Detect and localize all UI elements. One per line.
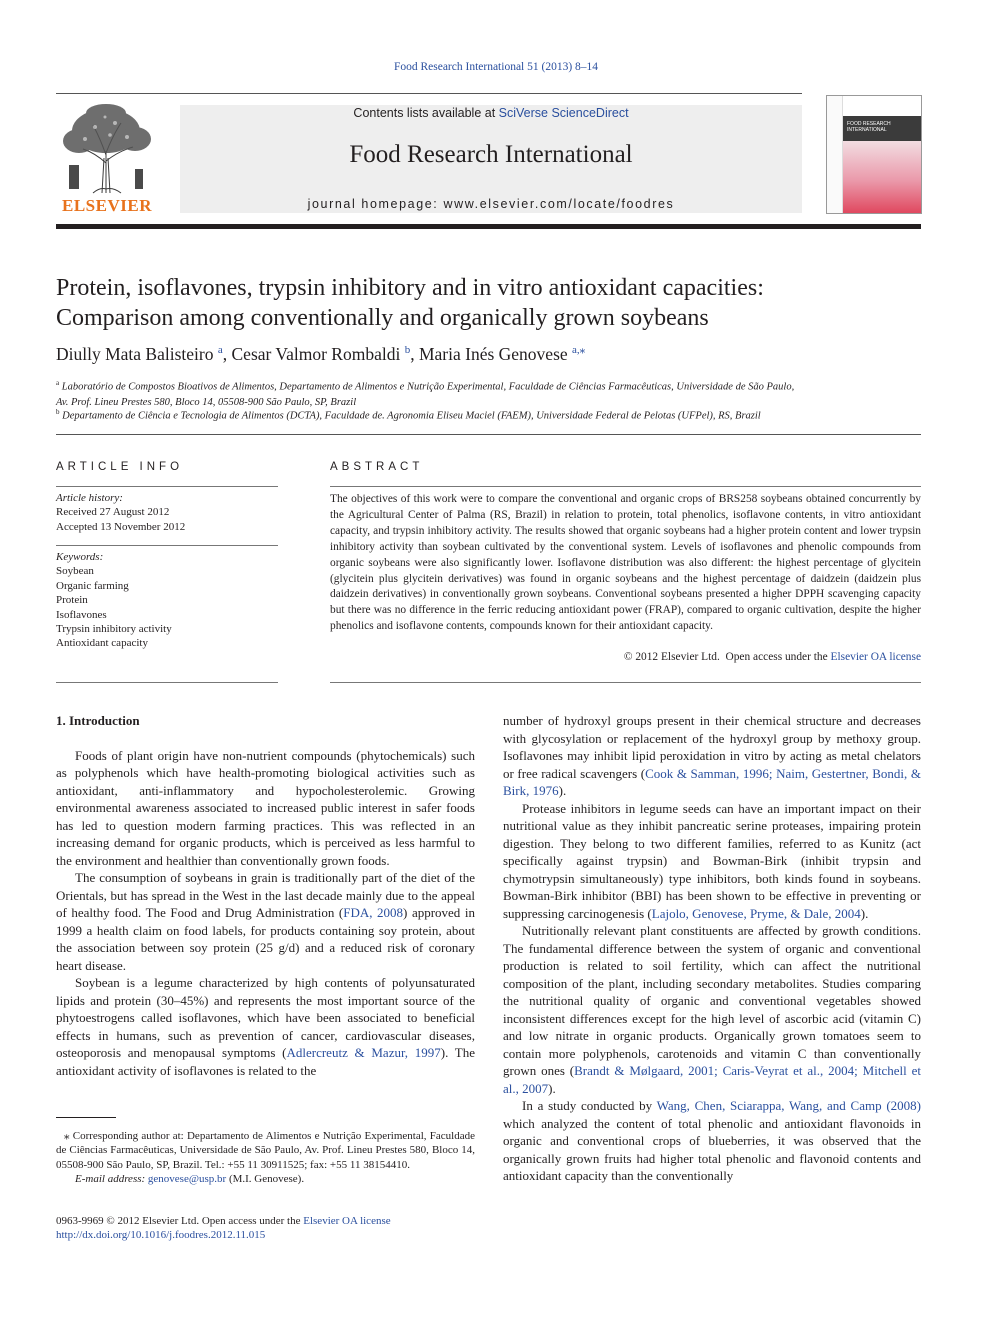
- article-title-line2: Comparison among conventionally and organically grown soybeans: [56, 305, 709, 331]
- article-history: [56, 491, 278, 534]
- bottom-metadata: [56, 1214, 475, 1243]
- affiliation-b-text: Departamento de Ciência e Tecnologia de Alimentos (DCTA), Faculdade de. Agronomia Eliseu Maciel (FAEM), Universidade Federal de Pelotas (UFPel), RS, Brazil: [62, 410, 761, 422]
- journal-citation[interactable]: Food Research International 51 (2013) 8–14: [393, 61, 599, 73]
- keyword-item: Soybean: [56, 565, 94, 578]
- body-column-left: [56, 712, 475, 1079]
- contents-availability: [180, 106, 802, 120]
- body-text: ) approved in 1999 a health claim on food labels, for products containing soy protein, about the association between soy protein (25 g/d) and a reduced risk of coronary heart disease.: [56, 905, 475, 973]
- author-affil-mark[interactable]: a,⁎: [572, 344, 586, 356]
- article-info-heading: ARTICLE INFO: [56, 461, 184, 473]
- citation-link[interactable]: Lajolo, Genovese, Pryme, & Dale, 2004: [651, 905, 861, 921]
- footnote-email-line: [56, 1172, 475, 1186]
- open-access-text: Open access under the: [725, 651, 828, 663]
- keyword-item: Trypsin inhibitory activity: [56, 623, 172, 636]
- keyword-item: Isoflavones: [56, 608, 107, 621]
- accepted-date: Accepted 13 November 2012: [56, 520, 186, 533]
- journal-homepage[interactable]: journal homepage: www.elsevier.com/locate/foodres: [307, 197, 675, 211]
- citation-link[interactable]: Wang, Chen, Sciarappa, Wang, and Camp (2008): [656, 1098, 921, 1113]
- body-paragraph: [503, 922, 921, 1097]
- body-paragraph: Foods of plant origin have non-nutrient compounds (phytochemicals) such as polyphenols which have health-promoting biological activities such as antioxidant, anti-inflammatory and hypocholesterolemic. Growing environmental awareness associated to increased public interest in safer foods has led to question modern farming practices. This was reflected in an increasing demand for organic products, which is perceived as less harmful to the environment and healthier than conventionally grown foods.: [56, 747, 475, 868]
- keywords: [56, 550, 278, 651]
- history-label: Article history:: [56, 492, 123, 504]
- copyright-text: © 2012 Elsevier Ltd.: [623, 651, 720, 663]
- oa-license-link[interactable]: Elsevier OA license: [830, 651, 921, 663]
- footnote-marker: ⁎: [64, 1130, 70, 1142]
- author-name: Maria Inés Genovese: [418, 343, 568, 364]
- elsevier-wordmark: ELSEVIER: [62, 196, 152, 215]
- body-paragraph: [503, 1097, 921, 1185]
- email-suffix: (M.I. Genovese).: [226, 1172, 305, 1185]
- journal-title: Food Research International: [349, 141, 633, 168]
- body-text: Protease inhibitors in legume seeds can have an important impact on their nutritional value as they inhibit pancreatic serine proteases, impairing protein digestion. They belong to two different families, referred to as Kunitz (act specifically against trypsin) and Bowman-Birk (inhibit trypsin and chymotrypsin simultaneously) type inhibitors, both kinds found in soybeans. Bowman-Birk inhibitor (BBI) has been shown to be effective in preventing or suppressing carcinogenesis (: [503, 800, 921, 921]
- affiliation-b: [56, 405, 926, 424]
- body-text: The consumption of soybeans in grain is traditionally part of the diet of the Orientals, but has spread in the West in the last decade mainly due to the appeal of healthy food. The Food and Drug Administration (: [56, 870, 475, 920]
- keyword-item: Organic farming: [56, 579, 129, 592]
- doi-link[interactable]: http://dx.doi.org/10.1016/j.foodres.2012.11.015: [56, 1229, 266, 1242]
- author-affil-mark[interactable]: a: [217, 344, 223, 356]
- introduction-heading: 1. Introduction: [56, 713, 140, 728]
- citation-link[interactable]: Cook & Samman, 1996; Naim, Gestertner, Bondi, & Birk, 1976: [503, 765, 921, 798]
- abstract-rule: [330, 682, 921, 683]
- cover-art: [843, 141, 921, 213]
- info-rule: [56, 545, 278, 546]
- author-affil-mark[interactable]: b: [404, 344, 411, 356]
- abstract-text: The objectives of this work were to compare the conventional and organic crops of BRS258 soybeans obtained concurrently by the Agricultural Center of Palma (RS, Brazil) in relation to protein, total phenolics, isoflavone contents, in vitro antioxidant capacity, and trypsin inhibitory activity. The results showed that organic soybeans had a higher protein content and lower trypsin inhibitory activity than soybean cultivated by the conventional system. Levels of isoflavones and phenolic compounds from organic soybeans were also significantly lower. Isoflavone distribution was also different: the highest percentage of glycitein (glycitein plus glycitein derivatives) was found in organic soybeans and the highest percentage of daidzein (daidzein plus daidzein derivatives) in conventionally grown soybeans. Conventional soybeans presented a higher DPPH scavenging capacity but there was no difference in the ferric reducing antioxidant power (FRAP), compared to organic cultivation, despite the higher phenolics and isoflavone contents, compounds known for their antioxidant capacity.: [330, 493, 921, 633]
- body-text: ).: [558, 783, 567, 798]
- body-text: ). The antioxidant activity of isoflavones is related to the: [56, 1045, 475, 1078]
- info-rule: [56, 486, 278, 487]
- footnote-rule: [56, 1117, 116, 1118]
- contents-prefix: Contents lists available at: [353, 106, 499, 120]
- affiliation-a-line1: Laboratório de Compostos Bioativos de Alimentos, Departamento de Alimentos e Nutrição Experimental, Faculdade de Ciências Farmacêuticas, Universidade de São Paulo,: [61, 381, 795, 393]
- keyword-item: Protein: [56, 594, 88, 607]
- footnote-body: [56, 1129, 475, 1172]
- author-name: Diully Mata Balisteiro: [56, 343, 214, 364]
- sciencedirect-link[interactable]: SciVerse ScienceDirect: [498, 106, 629, 120]
- citation-link[interactable]: FDA, 2008: [343, 905, 404, 920]
- affiliation-a-line2: Av. Prof. Lineu Prestes 580, Bloco 14, 05508-900 São Paulo, SP, Brazil: [56, 396, 357, 408]
- citation-link[interactable]: Brandt & Mølgaard, 2001; Caris-Veyrat et al., 2004; Mitchell et al., 2007: [503, 1063, 921, 1096]
- body-text: ).: [548, 1080, 556, 1096]
- corresponding-author-footnote: [56, 1129, 475, 1186]
- citation-link[interactable]: Adlercreutz & Mazur, 1997: [286, 1045, 441, 1060]
- article-title: [56, 273, 926, 333]
- body-paragraph: [503, 800, 921, 923]
- body-paragraph: [56, 869, 475, 974]
- issn-text: 0963-9969 © 2012 Elsevier Ltd.: [56, 1215, 200, 1227]
- bottom-oa-license-link[interactable]: Elsevier OA license: [303, 1215, 391, 1227]
- body-text: which analyzed the content of total phenolic and antioxidant flavonoids in organic and conventional crops of blueberries, it was observed that the organically grown fruits had higher total phenolic and flavonoid contents and antioxidant capacity than the conventionally: [503, 1115, 921, 1183]
- article-title-line1: Protein, isoflavones, trypsin inhibitory and in vitro antioxidant capacities:: [56, 275, 764, 301]
- body-text: Soybean is a legume characterized by high contents of polyunsaturated lipids and protein (30–45%) and represents the most important source of the phytoestrogens called isoflavones, which have been associated to beneficial effects in humans, such as prevention of cancer, cardiovascular diseases, osteoporosis and menopausal symptoms (: [56, 975, 475, 1060]
- abstract-heading: ABSTRACT: [330, 461, 424, 473]
- header-thick-rule: [56, 224, 921, 229]
- section-rule: [56, 434, 921, 435]
- author-list: Diully Mata Balisteiro $^a$, Cesar Valmor Rombaldi $^b$, Maria Inés Genovese $^{a,⁎}$: [56, 343, 586, 364]
- keywords-label: Keywords:: [56, 551, 104, 563]
- bottom-open-access-text: Open access under the: [201, 1215, 301, 1227]
- author-name: Cesar Valmor Rombaldi: [231, 343, 401, 364]
- email-label: E-mail address:: [75, 1172, 148, 1185]
- journal-cover-thumbnail: [826, 95, 922, 214]
- abstract-rule: [330, 486, 921, 487]
- affil-marker: a: [56, 379, 60, 387]
- affil-marker: b: [56, 408, 60, 416]
- email-link[interactable]: genovese@usp.br: [147, 1172, 227, 1185]
- cover-spine: [827, 96, 843, 213]
- body-text: In a study conducted by: [522, 1098, 657, 1113]
- cover-title-band: [843, 116, 921, 141]
- footnote-text: Corresponding author at: Departamento de Alimentos e Nutrição Experimental, Faculdade de Ciências Farmacêuticas, Universidade de São Paulo, Av. Prof. Lineu Prestes 580, Bloco 14, 05508-900 São Paulo, SP, Brazil. Tel.: +55 11 30911525; fax: +55 11 38154410.: [56, 1130, 475, 1171]
- cover-title: FOOD RESEARCH INTERNATIONAL: [847, 121, 891, 133]
- body-text: Nutritionally relevant plant constituents are affected by growth conditions. The fundamental difference between the system of organic and conventional production is related to soil fertility, which can affect the nutritional composition of the plant, including secondary metabolites. Studies comparing the nutritional quality of organic and conventional vegetables showed inconsistent differences except for the high level of ascorbic acid (vitamin C) and low nitrate in organic products. Organically grown tomatoes seem to contain more polyphenols, carotenoids and vitamin C than conventionally grown ones (: [503, 923, 921, 1078]
- received-date: Received 27 August 2012: [56, 506, 170, 519]
- body-text: number of hydroxyl groups present in their chemical structure and decreases with glycosylation or replacement of the hydroxyl group by methoxy group. Isoflavones may inhibit lipid peroxidation in vitro by acting as metal chelators or free radical scavengers (: [503, 713, 921, 781]
- body-text: ).: [860, 905, 869, 921]
- body-paragraph: [503, 712, 921, 800]
- body-column-right: [503, 712, 921, 1185]
- top-rule: [56, 93, 802, 94]
- body-paragraph: [56, 974, 475, 1079]
- info-rule: [56, 682, 278, 683]
- issn-line: [56, 1214, 475, 1228]
- abstract-copyright: [330, 651, 921, 663]
- keyword-item: Antioxidant capacity: [56, 637, 148, 650]
